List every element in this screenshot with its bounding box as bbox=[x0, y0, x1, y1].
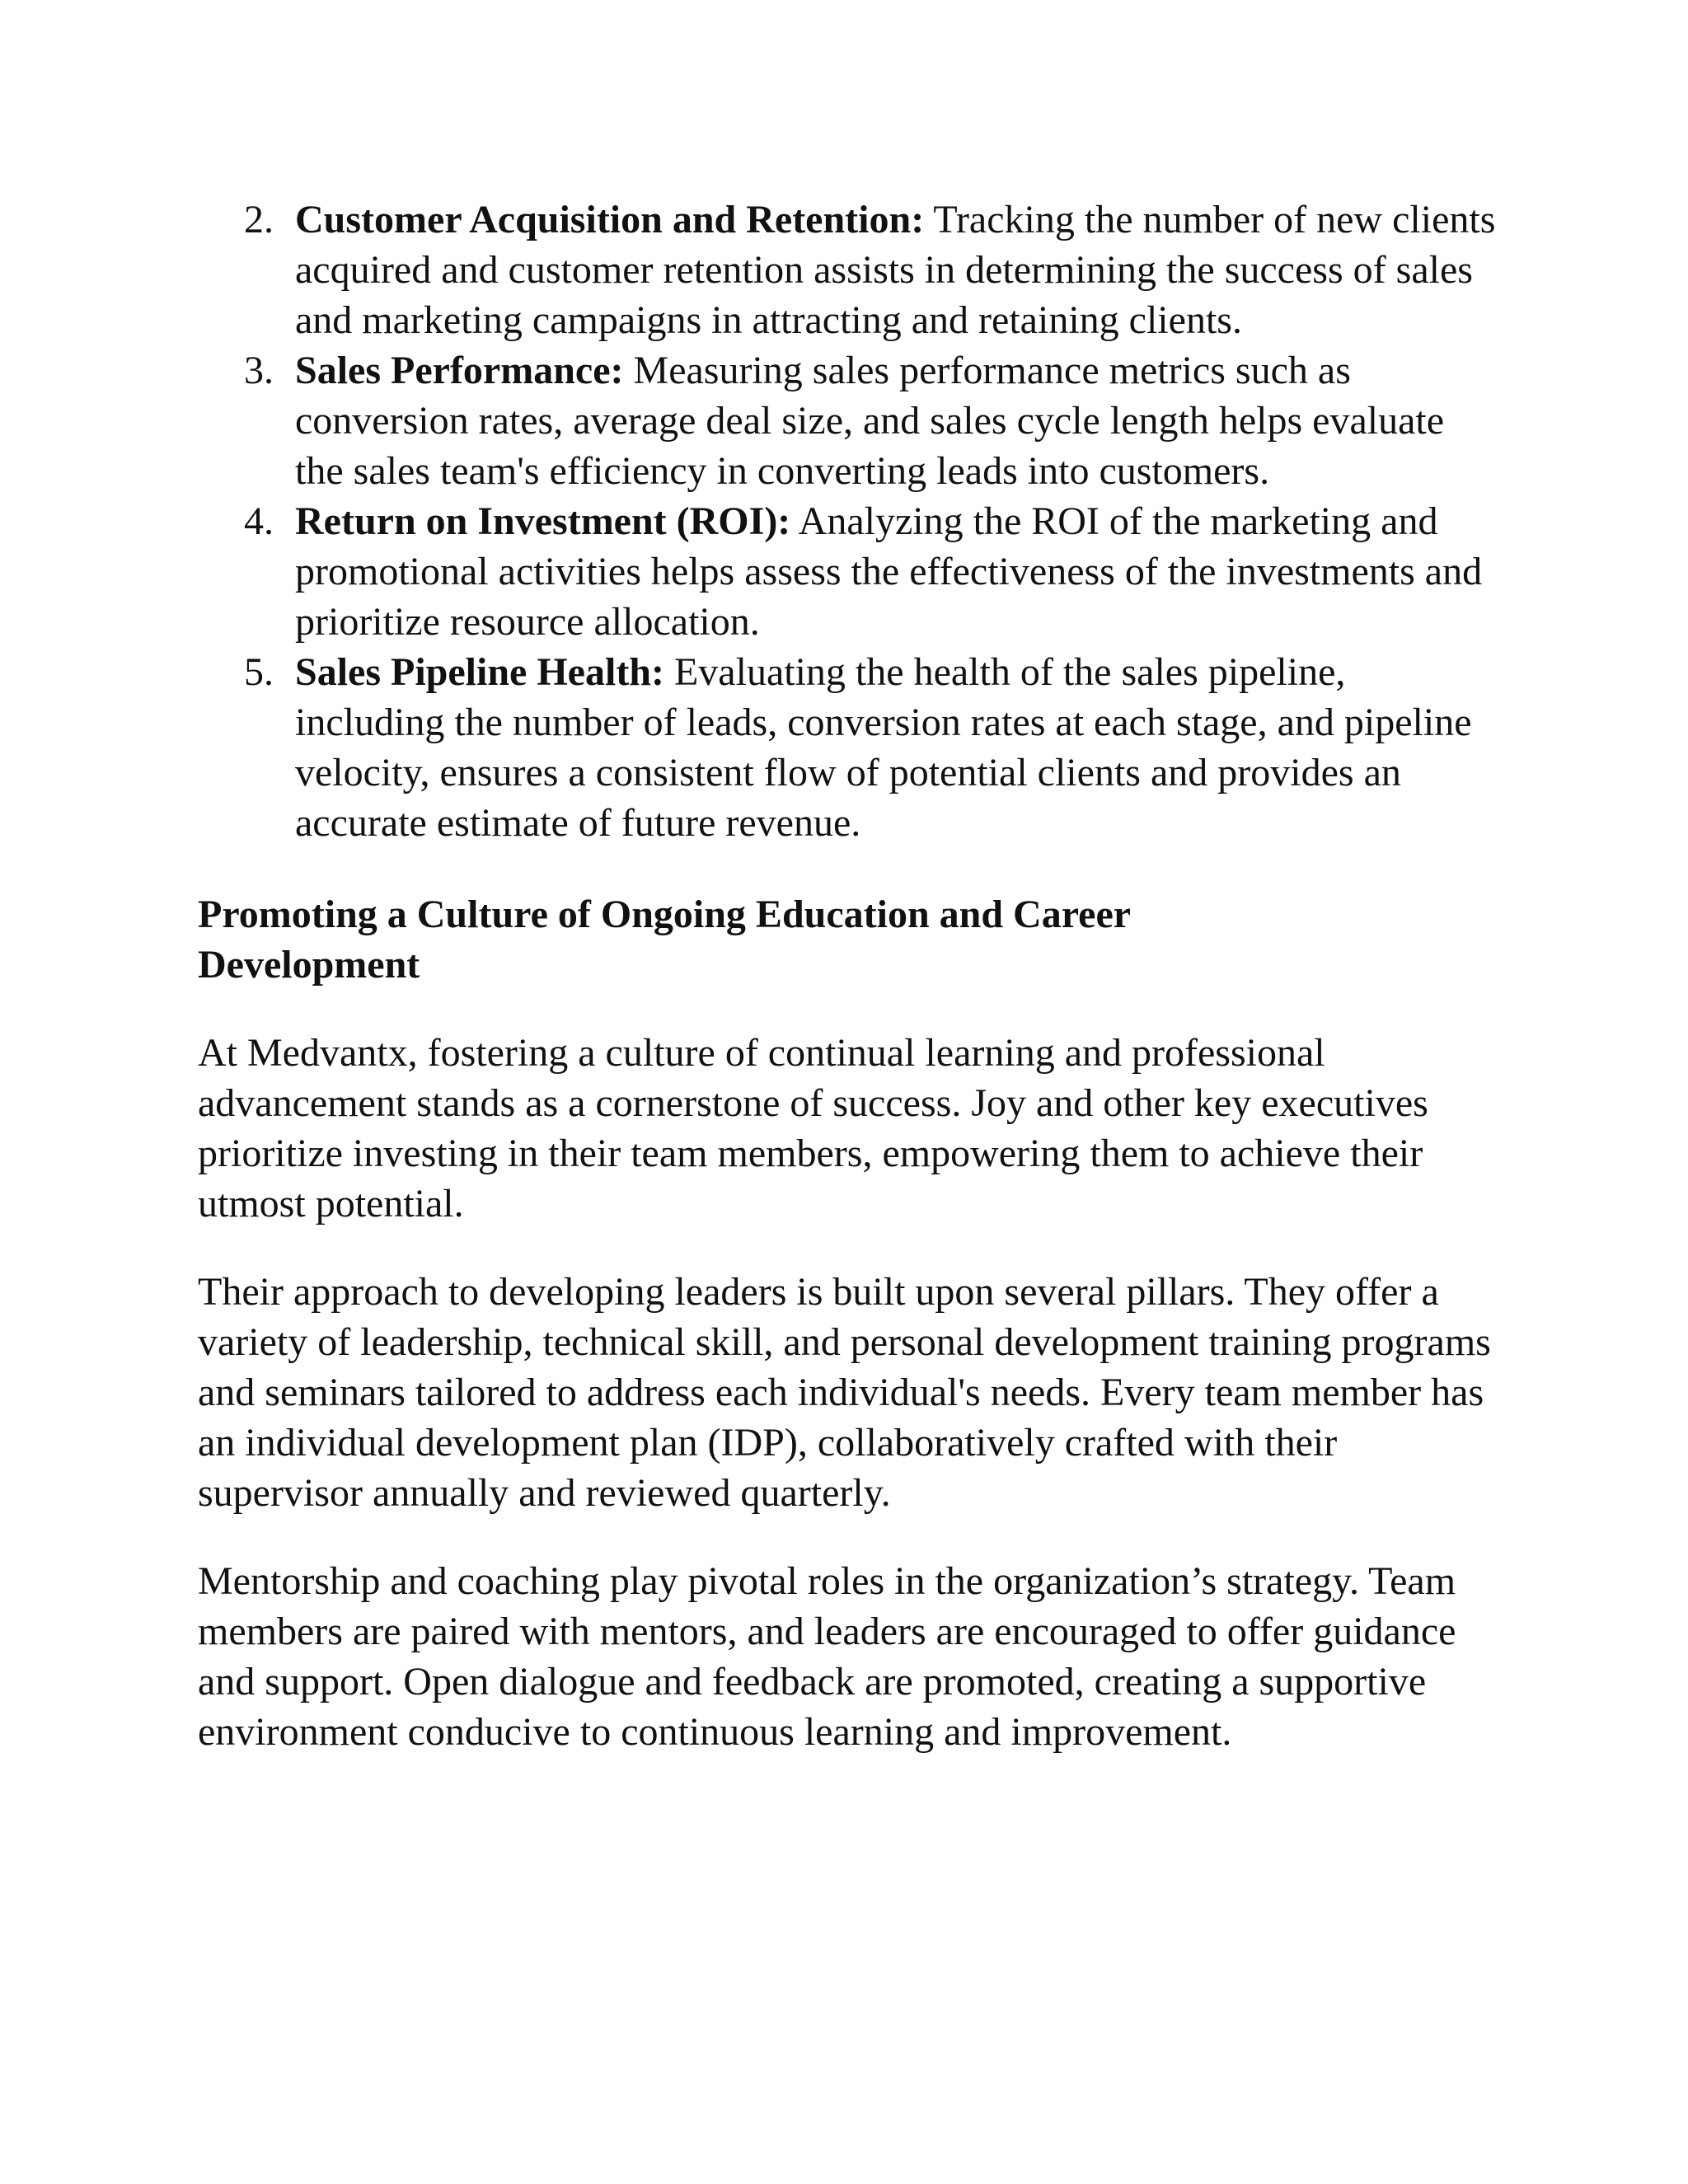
list-item-text: Evaluating the health of the sales pipeline, including the number of leads, conversion rates at each stage, and pipeline velocity, ensures a consistent flow of potential clients and provides an accurate estimate of future revenue. bbox=[295, 650, 1472, 845]
list-item-term: Sales Pipeline Health: bbox=[295, 650, 664, 694]
list-item-text: Analyzing the ROI of the marketing and promotional activities helps assess the effectiveness of the investments and prioritize resource allocation. bbox=[295, 499, 1483, 644]
paragraph: Their approach to developing leaders is built upon several pillars. They offer a variety of leadership, technical skill, and personal development training programs and seminars tailored to address each individual's needs. Every team member has an individual development plan (IDP), collaboratively crafted with their supervisor annually and reviewed quarterly. bbox=[198, 1270, 1491, 1515]
list-item-term: Return on Investment (ROI): bbox=[295, 499, 791, 543]
numbered-list bbox=[198, 194, 1500, 848]
list-item-number: 2. bbox=[244, 198, 274, 241]
page-content bbox=[198, 194, 1500, 1757]
paragraph: Mentorship and coaching play pivotal roles in the organization’s strategy. Team members are paired with mentors, and leaders are encouraged to offer guidance and support. Open dialogue and feedback are promoted, creating a supportive environment conducive to continuous learning and improvement. bbox=[198, 1559, 1456, 1754]
list-item bbox=[198, 345, 1500, 496]
list-item-text: Measuring sales performance metrics such as conversion rates, average deal size, and sales cycle length helps evaluate the sales team's efficiency in converting leads into customers. bbox=[295, 349, 1445, 493]
list-item-number: 5. bbox=[244, 650, 274, 694]
list-item-number: 3. bbox=[244, 349, 274, 392]
paragraph: At Medvantx, fostering a culture of continual learning and professional advancement stands as a cornerstone of success. Joy and other key executives prioritize investing in their team members, empowering them to achieve their utmost potential. bbox=[198, 1031, 1428, 1226]
list-item bbox=[198, 496, 1500, 647]
list-item bbox=[198, 194, 1500, 345]
list-item-text: Tracking the number of new clients acquired and customer retention assists in determining the success of sales and marketing campaigns in attracting and retaining clients. bbox=[295, 198, 1496, 342]
list-item bbox=[198, 647, 1500, 848]
list-item-number: 4. bbox=[244, 499, 274, 543]
section-heading: Promoting a Culture of Ongoing Education and Career Development bbox=[198, 893, 1131, 987]
list-item-term: Customer Acquisition and Retention: bbox=[295, 198, 925, 241]
list-item-term: Sales Performance: bbox=[295, 349, 624, 392]
